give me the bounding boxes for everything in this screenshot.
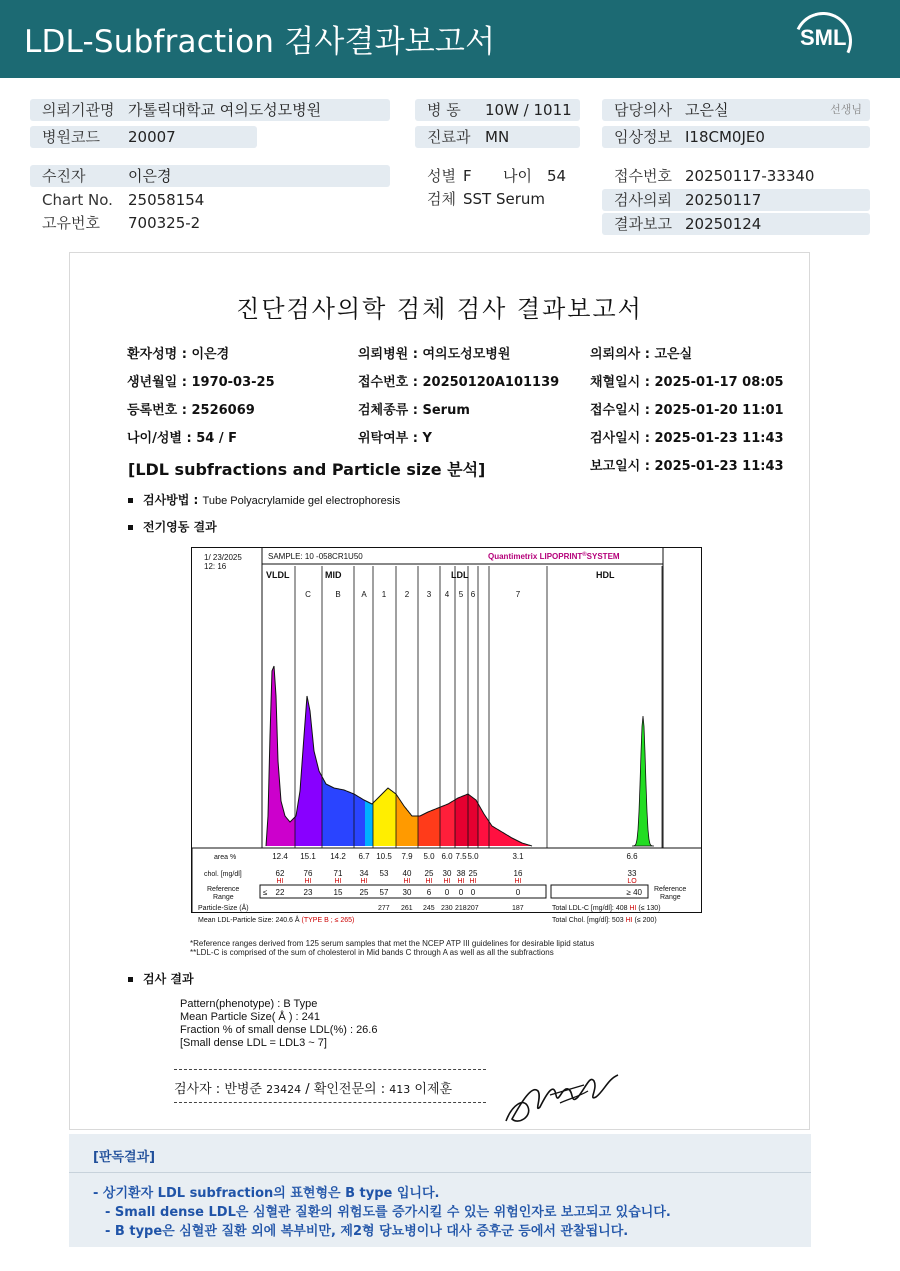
lp-area-label: area %: [214, 854, 237, 861]
lp-ref-value: 0: [444, 888, 450, 897]
lp-mean-line: [198, 917, 354, 924]
lipoprint-panel: [191, 547, 702, 924]
lp-area-value: 10.5: [376, 852, 392, 861]
institution-field: [30, 99, 390, 121]
ward-value: 10W / 1011: [485, 101, 572, 119]
paper-subtitle: [LDL subfractions and Particle size 분석]: [128, 460, 486, 479]
lp-total-ldl: [552, 905, 661, 912]
lp-chol-value: 53: [379, 869, 389, 878]
lp-particle-size: 245: [423, 905, 435, 912]
lp-area-value: 7.5: [455, 852, 467, 861]
lp-area-value: 5.0: [467, 852, 479, 861]
lp-sample: SAMPLE: 10 -058CR1U50: [268, 552, 363, 561]
lp-chol-value: 34: [359, 869, 369, 878]
receipt-value: 20250117-33340: [685, 167, 815, 185]
lp-brand-reg: ®: [582, 552, 587, 558]
sex-label: 성별: [427, 167, 456, 185]
findings-panel: [69, 1134, 811, 1247]
lp-brand-b: LIPOPRINT: [539, 552, 583, 561]
lp-ref-value: 25: [359, 888, 369, 897]
paper-doctor: 의뢰의사 : 고은실: [590, 347, 693, 362]
lp-mean-label: Mean LDL-Particle Size:: [198, 917, 274, 924]
result-mean-size: Mean Particle Size( Å ) : 241: [180, 1011, 321, 1023]
ward-field: [415, 99, 580, 121]
hospital-code-field: [30, 126, 257, 148]
lp-total-chol-ref: (≤ 200): [634, 917, 657, 924]
lp-ref-value: 0: [515, 888, 521, 897]
lp-ref-value: 23: [303, 888, 313, 897]
lp-hdl-flag: LO: [627, 878, 637, 885]
report-date-value: 20250124: [685, 215, 762, 233]
signature-line: [174, 1078, 452, 1097]
request-label: 검사의뢰: [614, 191, 672, 209]
patient-field: [30, 165, 390, 187]
report-date-label: 결과보고: [614, 215, 672, 233]
lp-area-value: 14.2: [330, 852, 346, 861]
lp-chol-flag: HI: [360, 878, 368, 885]
lp-hdl-area: 6.6: [626, 852, 638, 861]
lp-particle-size: 230: [441, 905, 453, 912]
finding-line-1: - 상기환자 LDL subfraction의 표현형은 B type 입니다.: [93, 1186, 440, 1201]
lp-area-value: 6.7: [358, 852, 370, 861]
result-label: 검사 결과: [143, 972, 194, 986]
doctor-field: [602, 99, 870, 121]
bullet-icon: [128, 977, 133, 982]
doctor-value: 고은실: [685, 101, 729, 119]
lp-total-chol-label: Total Chol. [mg/dl]:: [552, 917, 610, 924]
patient-value: 이은경: [128, 167, 172, 185]
lp-chol-value: 25: [424, 869, 434, 878]
handwritten-signature: [498, 1061, 623, 1131]
lp-ref-label-b: Range: [213, 894, 234, 901]
finding-line-2: - Small dense LDL은 심혈관 질환의 위험도를 증가시킬 수 있는 위험인자로 보고되고 있습니다.: [105, 1205, 671, 1220]
lp-total-ldl-label: Total LDL-C [mg/dl]:: [552, 905, 614, 912]
institution-label: 의뢰기관명: [42, 101, 115, 119]
paper-reported: 보고일시 : 2025-01-23 11:43: [590, 459, 784, 474]
lp-ps-label: Particle-Size (Å): [198, 905, 249, 912]
lp-hdl-ref: ≥ 40: [626, 888, 642, 897]
receipt-label: 접수번호: [614, 167, 672, 185]
ward-label: 병 동: [427, 101, 461, 119]
lp-band-area-2: [322, 777, 365, 846]
hospital-code-label: 병원코드: [42, 128, 100, 146]
dept-value: MN: [485, 128, 510, 146]
confirm-no: 413: [389, 1083, 411, 1096]
paper-reg-no: 등록번호 : 2526069: [127, 403, 255, 418]
lp-mean-type: (TYPE B ; ≤ 265): [301, 917, 355, 924]
sig-sep: /: [305, 1082, 310, 1097]
lp-chol-value: 71: [333, 869, 343, 878]
lp-chol-flag: HI: [403, 878, 411, 885]
sex-value: F: [463, 167, 472, 185]
lp-ref-label-a: Reference: [207, 886, 240, 893]
note-1: *Reference ranges derived from 125 serum samples that met the NCEP ATP III guidelines for desirable lipid status: [190, 939, 595, 948]
doctor-label: 담당의사: [614, 101, 672, 119]
lp-particle-size: 218: [455, 905, 467, 912]
chart-label: Chart No.: [42, 191, 113, 209]
report-date-field: [602, 213, 870, 235]
lp-date: 1/ 23/2025: [204, 553, 242, 562]
bullet-icon: [128, 498, 133, 503]
lp-ref-value: 0: [470, 888, 476, 897]
lp-chol-value: 30: [442, 869, 452, 878]
chart-field: [30, 189, 390, 211]
lp-ref-value: 30: [402, 888, 412, 897]
electro-label: 전기영동 결과: [143, 520, 217, 534]
report-title: LDL-Subfraction 검사결과보고서: [24, 24, 496, 60]
lp-area-value: 15.1: [300, 852, 316, 861]
note-2: **LDL-C is comprised of the sum of cholesterol in Mid bands C through A as well as all the subfractions: [190, 948, 554, 957]
confirm-name: 이제훈: [414, 1082, 453, 1097]
lp-chol-value: 38: [456, 869, 466, 878]
lp-band-area-8: [455, 794, 478, 846]
paper-collected: 채혈일시 : 2025-01-17 08:05: [590, 375, 784, 390]
paper-age-sex: 나이/성별 : 54 / F: [127, 431, 238, 446]
lp-chol-flag: HI: [276, 878, 284, 885]
lp-chol-flag: HI: [514, 878, 522, 885]
patient-label: 수진자: [42, 167, 86, 185]
age-value: 54: [547, 167, 567, 185]
lp-area-value: 12.4: [272, 852, 288, 861]
lp-bottom-rows: [196, 905, 701, 935]
lp-band-area-1: [295, 696, 322, 846]
lp-hdl-label: HDL: [596, 570, 615, 580]
paper-specimen: 검체종류 : Serum: [358, 403, 470, 418]
report-header: [0, 0, 900, 78]
paper-title: 진단검사의학 검체 검사 결과보고서: [236, 295, 643, 323]
lp-ldl-band-6: 6: [470, 590, 476, 599]
uid-label: 고유번호: [42, 214, 100, 232]
paper-tested: 검사일시 : 2025-01-23 11:43: [590, 431, 784, 446]
lp-vldl-label: VLDL: [266, 570, 290, 580]
lp-area-value: 5.0: [423, 852, 435, 861]
confirm-label: 확인전문의 :: [313, 1082, 386, 1097]
lp-area-value: 3.1: [512, 852, 524, 861]
method-label: 검사방법 :: [143, 493, 199, 507]
lp-band-area-5: [396, 794, 418, 846]
sig-dash-bottom: [174, 1102, 486, 1103]
logo-text: SML: [800, 25, 847, 50]
lp-ref-lead: ≤: [263, 888, 268, 897]
lp-band-area-4: [373, 788, 396, 846]
dept-label: 진료과: [427, 128, 471, 146]
sml-logo: [794, 12, 854, 68]
paper-birth: 생년월일 : 1970-03-25: [127, 375, 275, 390]
lp-band-labels: [305, 590, 521, 599]
lp-hdl-peak: [632, 716, 654, 846]
lp-hdl-chol: 33: [627, 869, 637, 878]
findings-title: [판독결과]: [93, 1150, 156, 1165]
lp-chol-flag: HI: [469, 878, 477, 885]
lp-brand: [488, 551, 620, 561]
lp-curve-group: [266, 666, 654, 846]
lp-ref-value: 22: [275, 888, 285, 897]
lp-chol-value: 62: [275, 869, 285, 878]
lp-ref-value: 0: [458, 888, 464, 897]
method-line: [128, 491, 400, 508]
lp-chol-value: 16: [513, 869, 523, 878]
lp-chol-label: chol. [mg/dl]: [204, 871, 242, 878]
doctor-suffix: 선생님: [830, 103, 862, 116]
lp-ref-value: 57: [379, 888, 389, 897]
lp-ref-right-b: Range: [660, 894, 681, 901]
paper-received: 접수일시 : 2025-01-20 11:01: [590, 403, 784, 418]
uid-field: [30, 212, 390, 234]
lp-mid-band-A: A: [361, 590, 367, 599]
lp-ldl-band-5: 5: [458, 590, 464, 599]
lp-chol-flag: HI: [457, 878, 465, 885]
finding-line-3: - B type은 심혈관 질환 외에 복부비만, 제2형 당뇨병이나 대사 증후군 등에서 관찰됩니다.: [105, 1224, 629, 1239]
lp-ldl-band-7: 7: [515, 590, 521, 599]
lp-brand-a: Quantimetrix: [488, 552, 540, 561]
lp-value-table: [272, 852, 524, 897]
lp-particle-size: 207: [467, 905, 479, 912]
result-fraction: Fraction % of small dense LDL(%) : 26.6: [180, 1024, 378, 1036]
clinical-field: [602, 126, 870, 148]
institution-value: 가톨릭대학교 여의도성모병원: [128, 101, 322, 119]
lp-particle-size: 187: [512, 905, 524, 912]
electro-heading: [128, 518, 217, 535]
lp-time: 12: 16: [204, 562, 227, 571]
age-label: 나이: [503, 167, 532, 185]
lp-band-area-6: [418, 807, 440, 846]
lp-area-value: 7.9: [401, 852, 413, 861]
lp-band-area-3: [365, 801, 373, 847]
lp-band-area-0: [266, 666, 295, 846]
specimen-value: SST Serum: [463, 190, 546, 208]
clinical-value: I18CM0JE0: [685, 128, 765, 146]
chart-value: 25058154: [128, 191, 205, 209]
lp-particle-size: 261: [401, 905, 413, 912]
tester-no: 23424: [266, 1083, 302, 1096]
paper-receipt: 접수번호 : 20250120A101139: [358, 375, 560, 390]
tester-label: 검사자 : 반병준: [174, 1082, 262, 1097]
specimen-field: [415, 188, 585, 210]
lp-mean-value: 240.6 Å: [275, 917, 300, 924]
lp-chol-flag: HI: [304, 878, 312, 885]
lp-mid-band-C: C: [305, 590, 311, 599]
paper-patient-name: 환자성명 : 이은경: [127, 347, 230, 362]
lp-chol-value: 40: [402, 869, 412, 878]
lp-ref-value: 15: [333, 888, 343, 897]
lp-total-ldl-value: 408: [615, 905, 628, 912]
lp-total-chol-flag: HI: [625, 917, 633, 924]
lp-ldl-band-1: 1: [381, 590, 387, 599]
lp-chol-flag: HI: [443, 878, 451, 885]
paper-consign: 위탁여부 : Y: [358, 431, 432, 446]
method-value: Tube Polyacrylamide gel electrophoresis: [202, 495, 401, 507]
lp-total-ldl-flag: HI: [629, 905, 637, 912]
lp-chol-value: 76: [303, 869, 313, 878]
hospital-code-value: 20007: [128, 128, 176, 146]
electrophoresis-chart: [192, 548, 701, 912]
paper-hospital: 의뢰병원 : 여의도성모병원: [358, 347, 511, 362]
lp-particle-size: 277: [378, 905, 390, 912]
result-sdldl-def: [Small dense LDL = LDL3 ~ 7]: [180, 1037, 327, 1049]
lp-total-chol-value: 503: [611, 917, 624, 924]
lp-area-value: 6.0: [441, 852, 453, 861]
lp-total-chol: [552, 917, 657, 924]
clinical-label: 임상정보: [614, 128, 672, 146]
findings-divider: [69, 1172, 811, 1173]
lp-band-area-9: [478, 804, 532, 847]
result-heading: [128, 970, 194, 987]
receipt-field: [602, 165, 870, 187]
lp-total-ldl-ref: (≤ 130): [638, 905, 661, 912]
lp-ref-right-a: Reference: [654, 886, 687, 893]
result-pattern: Pattern(phenotype) : B Type: [180, 998, 318, 1010]
specimen-label: 검체: [427, 190, 456, 208]
lp-ldl-label: LDL: [451, 570, 469, 580]
uid-value: 700325-2: [128, 214, 201, 232]
lp-chol-value: 25: [468, 869, 478, 878]
sex-age-field: [415, 165, 585, 187]
lp-ldl-band-3: 3: [426, 590, 432, 599]
sig-dash-top: [174, 1069, 486, 1070]
lp-brand-c: SYSTEM: [586, 552, 620, 561]
lp-ldl-band-4: 4: [444, 590, 450, 599]
lp-ldl-band-2: 2: [404, 590, 410, 599]
lp-mid-band-B: B: [335, 590, 341, 599]
lp-chol-flag: HI: [334, 878, 342, 885]
scanned-report: [69, 252, 810, 1130]
bullet-icon: [128, 525, 133, 530]
request-value: 20250117: [685, 191, 762, 209]
request-field: [602, 189, 870, 211]
dept-field: [415, 126, 580, 148]
lp-mid-label: MID: [325, 570, 342, 580]
lp-chol-flag: HI: [425, 878, 433, 885]
lp-ref-value: 6: [426, 888, 432, 897]
